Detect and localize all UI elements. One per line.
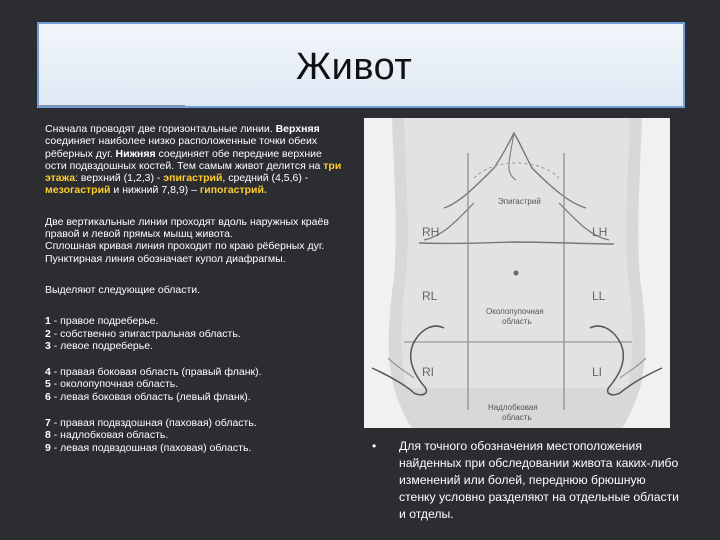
abdomen-regions-figure [364, 118, 670, 428]
label-ll: LL [592, 289, 606, 303]
label-umbilical-2: область [502, 317, 532, 326]
hypogastrium-term: гипогастрий. [199, 184, 267, 197]
list-item: 2 - собственно эпигастральная область. [45, 327, 241, 340]
epigastrium-term: эпигастрий [163, 172, 223, 185]
bullet-point: • [372, 439, 377, 453]
slide-title: Живот [296, 46, 413, 88]
regions-explanation: Для точного обозначения местоположения найденных при обследовании живота каких-либо изменений или болей, переднюю брюшную стенку условно разделяют на отдельные области и отделы. [399, 439, 679, 521]
label-umbilical-1: Околопупочная [486, 307, 544, 316]
label-li: LI [592, 365, 603, 379]
three-floors-term: три этажа [45, 159, 342, 185]
list-item: 4 - правая боковая область (правый фланк). [45, 366, 262, 379]
label-rh: RH [422, 225, 440, 239]
list-item: 5 - околопупочная область. [45, 378, 179, 391]
mesogastrium-term: мезогастрий [45, 184, 111, 197]
regions-intro: Выделяют следующие области. [45, 283, 201, 296]
right-text-column [372, 438, 682, 523]
left-text-column [45, 123, 345, 454]
upper-line-term: Верхняя [275, 123, 320, 135]
abdomen-illustration [364, 118, 670, 428]
title-underline [37, 105, 185, 106]
vertical-lines-paragraph: Две вертикальные линии проходят вдоль наружных краёв правой и левой прямых мышц живота. [45, 215, 329, 241]
label-epigastrium: Эпигастрий [498, 197, 541, 206]
label-suprapubic-1: Надлобковая [488, 403, 538, 412]
intro-paragraph [45, 123, 345, 197]
navel [514, 271, 519, 276]
label-ri: RI [422, 365, 434, 379]
label-suprapubic-2: область [502, 413, 532, 422]
intro-text: , средний (4,5,6) - [222, 172, 309, 185]
list-item: 3 - левое подреберье. [45, 339, 153, 352]
intro-text: соединяет обе передние верхние ости подвздошных костей. Тем самым живот делится на [45, 147, 324, 172]
list-item: 1 - правое подреберье. [45, 315, 159, 328]
curve-line-paragraph: Сплошная кривая линия проходит по краю рёберных дуг. Пунктирная линия обозначает купол диафрагмы. [45, 240, 325, 265]
label-lh: LH [592, 225, 608, 239]
list-item: 6 - левая боковая область (левый фланк). [45, 390, 251, 403]
lower-line-term: Нижняя [115, 147, 156, 160]
intro-text: Сначала проводят две горизонтальные линии. [45, 123, 276, 135]
torso-shade [402, 118, 633, 388]
list-item: 9 - левая подвздошная (паховая) область. [45, 441, 252, 454]
list-item: 7 - правая подвздошная (паховая) область. [45, 417, 257, 430]
intro-text: соединяет наиболее низко расположенные точки обеих рёберных дуг. [45, 135, 318, 160]
list-item: 8 - надлобковая область. [45, 429, 169, 442]
intro-text: : верхний (1,2,3) - [75, 172, 164, 185]
label-rl: RL [422, 289, 438, 303]
intro-text: и нижний 7,8,9) – [110, 184, 200, 197]
